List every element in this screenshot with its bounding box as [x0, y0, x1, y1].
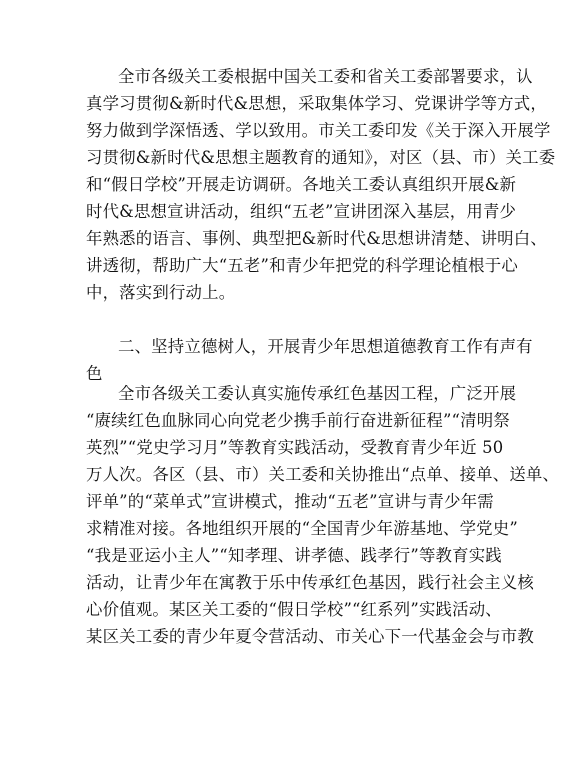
paragraph-3: [0, 380, 586, 650]
text-line: 真学习贯彻&新时代&思想，采取集体学习、党课讲学等方式，: [86, 94, 547, 113]
text-line: 某区关工委的青少年夏令营活动、市关心下一代基金会与市教: [86, 627, 534, 646]
text-line: 和“假日学校”开展走访调研。各地关工委认真组织开展&新: [86, 175, 517, 194]
text-line: 年熟悉的语言、事例、典型把&新时代&思想讲清楚、讲明白、: [86, 229, 547, 248]
text-line: 评单”的“菜单式”宣讲模式，推动“五老”宣讲与青少年需: [86, 492, 494, 511]
text-line: 心价值观。某区关工委的“假日学校”“红系列”实践活动、: [86, 600, 502, 619]
text-line: 努力做到学深悟透、学以致用。市关工委印发《关于深入开展学: [86, 121, 551, 140]
text-line: 全市各级关工委认真实施传承红色基因工程，广泛开展: [118, 384, 517, 403]
text-line: “赓续红色血脉同心向党老少携手前行奋进新征程”“清明祭: [86, 411, 510, 430]
text-line: 万人次。各区（县、市）关工委和关协推出“点单、接单、送单、: [86, 465, 560, 484]
text-line: 讲透彻，帮助广大“五老”和青少年把党的科学理论植根于心: [86, 256, 518, 275]
text-line: “我是亚运小主人”“知孝理、讲孝德、践孝行”等教育实践: [86, 546, 502, 565]
text-line: 活动，让青少年在寓教于乐中传承红色基因，践行社会主义核: [86, 573, 534, 592]
text-line: 求精准对接。各地组织开展的“全国青少年游基地、学党史”: [86, 519, 518, 538]
text-line: 全市各级关工委根据中国关工委和省关工委部署要求，认: [118, 67, 533, 86]
heading-line: 色: [86, 364, 103, 383]
paragraph-1: [0, 63, 586, 306]
text-line: 中，落实到行动上。: [86, 283, 236, 302]
section-heading: [0, 333, 586, 387]
text-line: 时代&思想宣讲活动，组织“五老”宣讲团深入基层，用青少: [86, 202, 517, 221]
heading-line: 二、坚持立德树人，开展青少年思想道德教育工作有声有: [118, 337, 533, 356]
text-line: 习贯彻&新时代&思想主题教育的通知》，对区（县、市）关工委: [86, 148, 556, 167]
text-line: 英烈”“党史学习月”等教育实践活动，受教育青少年近 50: [86, 438, 504, 457]
